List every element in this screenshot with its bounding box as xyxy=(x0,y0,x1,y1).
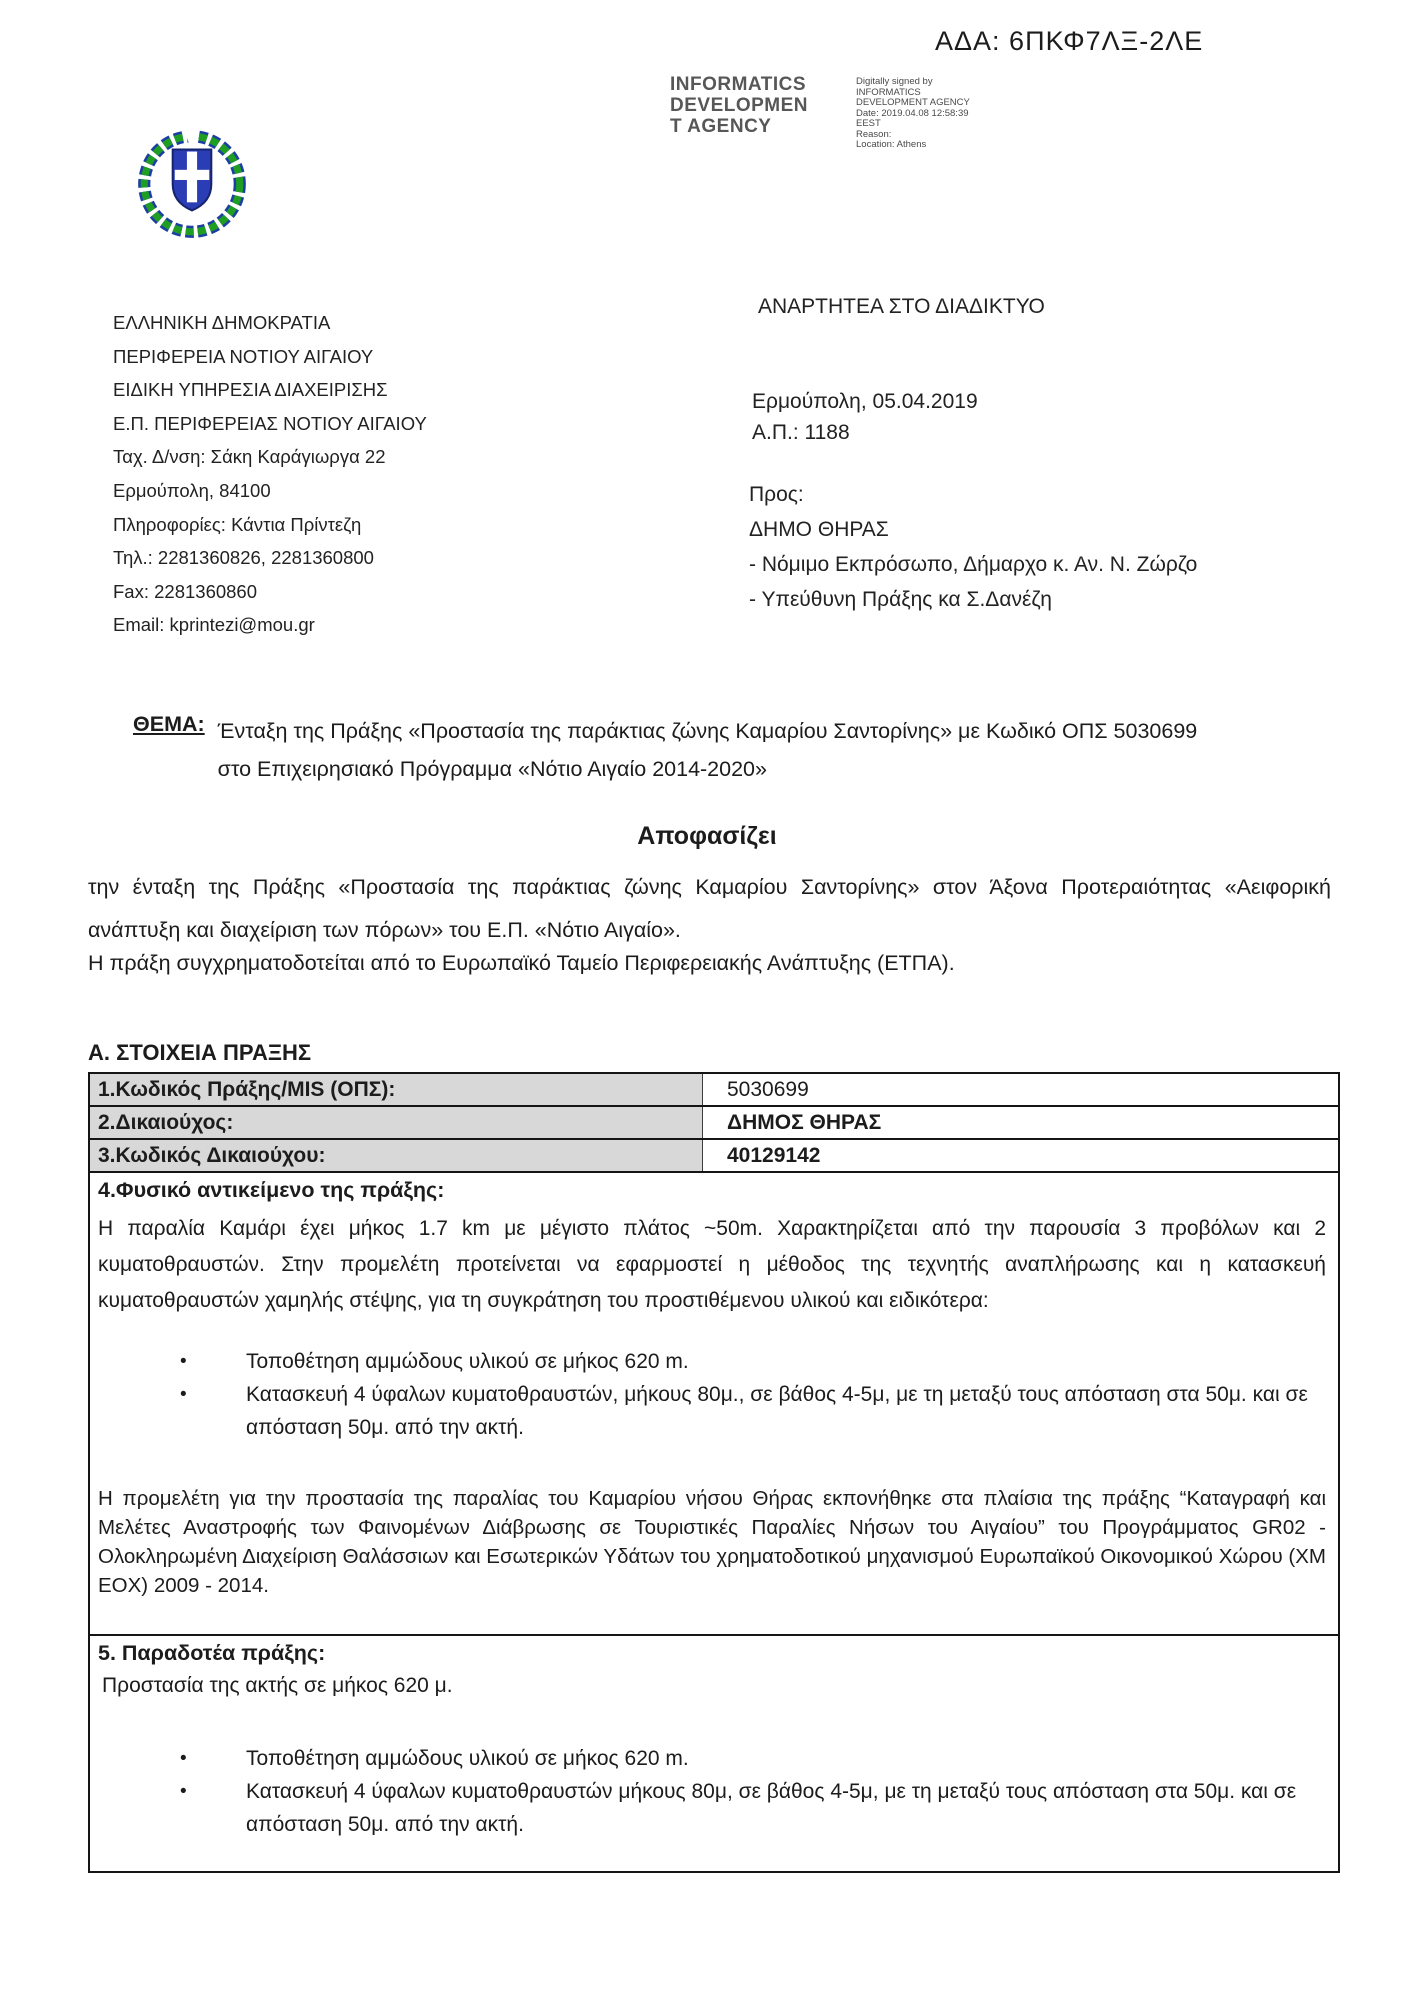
subject-label: ΘΕΜΑ: xyxy=(133,712,205,736)
row-value: 40129142 xyxy=(727,1143,821,1167)
subject-block xyxy=(133,712,1343,788)
decision-paragraph: Η πράξη συγχρηματοδοτείται από το Ευρωπαϊκό Ταμείο Περιφερειακής Ανάπτυξης (ΕΤΠΑ). xyxy=(88,951,955,975)
protocol-number: Α.Π.: 1188 xyxy=(752,421,850,444)
signature-agency-name: INFORMATICS DEVELOPMEN T AGENCY xyxy=(670,74,809,137)
place-and-date: Ερμούπολη, 05.04.2019 xyxy=(752,390,978,413)
sender-line: Τηλ.: 2281360826, 2281360800 xyxy=(113,547,374,569)
recipient-name: ΔΗΜΟ ΘΗΡΑΣ xyxy=(749,518,889,541)
signature-details: Digitally signed by INFORMATICS DEVELOPMENT AGENCY Date: 2019.04.08 12:58:39 EEST Reason: Location: Athens xyxy=(856,76,970,150)
sender-letterhead xyxy=(113,306,427,642)
bullet-icon: • xyxy=(180,1748,187,1769)
bullet-list xyxy=(98,1742,1326,1841)
decision-heading: Αποφασίζει xyxy=(637,822,777,850)
sender-line: Πληροφορίες: Κάντια Πρίντεζη xyxy=(113,513,362,535)
bullet-text: Κατασκευή 4 ύφαλων κυματοθραυστών, μήκους 80μ., σε βάθος 4-5μ, με τη μεταξύ τους απόσταση στα 50μ. και σε απόσταση 50μ. από την ακτή. xyxy=(246,1383,1308,1439)
project-details-table xyxy=(88,1072,1340,1873)
row-heading: 4.Φυσικό αντικείμενο της πράξης: xyxy=(98,1178,445,1202)
to-label: Προς: xyxy=(749,483,804,506)
row-paragraph: Προστασία της ακτής σε μήκος 620 μ. xyxy=(102,1674,453,1697)
subject-text: Ένταξη της Πράξης «Προστασία της παράκτιας ζώνης Καμαρίου Σαντορίνης» με Κωδικό ΟΠΣ 5030699 στο Επιχειρησιακό Πρόγραμμα «Νότιο Αιγαίο 2014-2020» xyxy=(217,719,1198,781)
row-value: 5030699 xyxy=(727,1077,809,1101)
physical-object-row xyxy=(90,1173,1338,1636)
row-heading: 5. Παραδοτέα πράξης: xyxy=(98,1641,326,1665)
publish-note: ΑΝΑΡΤΗΤΕΑ ΣΤΟ ΔΙΑΔΙΚΤΥΟ xyxy=(758,295,1045,318)
bullet-icon: • xyxy=(180,1384,187,1405)
list-item xyxy=(98,1345,1326,1378)
list-item xyxy=(98,1742,1326,1775)
sender-line: ΕΙΔΙΚΗ ΥΠΗΡΕΣΙΑ ΔΙΑΧΕΙΡΙΣΗΣ xyxy=(113,379,388,401)
table-row xyxy=(90,1140,1338,1173)
digital-signature-stamp xyxy=(670,74,970,151)
table-row xyxy=(90,1074,1338,1107)
bullet-text: Τοποθέτηση αμμώδους υλικού σε μήκος 620 m. xyxy=(246,1747,689,1770)
section-a-title: Α. ΣΤΟΙΧΕΙΑ ΠΡΑΞΗΣ xyxy=(88,1040,312,1065)
sender-line: Ταχ. Δ/νση: Σάκη Καράγιωργα 22 xyxy=(113,446,386,468)
greek-coat-of-arms-icon xyxy=(136,117,248,245)
row-label: 3.Κωδικός Δικαιούχου: xyxy=(90,1140,703,1171)
sender-line: ΕΛΛΗΝΙΚΗ ΔΗΜΟΚΡΑΤΙΑ xyxy=(113,312,331,333)
list-item xyxy=(98,1378,1326,1444)
sender-line: Email: kprintezi@mou.gr xyxy=(113,614,315,636)
bullet-icon: • xyxy=(180,1781,187,1802)
row-paragraph: Η προμελέτη για την προστασία της παραλίας του Καμαρίου νήσου Θήρας εκπονήθηκε στα πλαίσια της πράξης “Καταγραφή και Μελέτες Αναστροφής των Φαινομένων Διάβρωσης σε Τουριστικές Παραλίες Νήσων του Αιγαίου” του Προγράμματος GR02 - Ολοκληρωμένη Διαχείριση Θαλάσσιων και Εσωτερικών Υδάτων του χρηματοδοτικού μηχανισμού Ευρωπαϊκού Οικονομικού Χώρου (ΧΜ ΕΟΧ) 2009 - 2014. xyxy=(98,1487,1326,1597)
list-item xyxy=(98,1775,1326,1841)
bullet-text: Τοποθέτηση αμμώδους υλικού σε μήκος 620 m. xyxy=(246,1350,689,1373)
table-row xyxy=(90,1107,1338,1140)
recipient-contact: - Νόμιμο Εκπρόσωπο, Δήμαρχο κ. Αν. Ν. Ζώρζο xyxy=(749,553,1198,576)
deliverables-row xyxy=(90,1636,1338,1871)
recipient-contact: - Υπεύθυνη Πράξης κα Σ.Δανέζη xyxy=(749,588,1052,611)
row-paragraph: Η παραλία Καμάρι έχει μήκος 1.7 km με μέγιστο πλάτος ~50m. Χαρακτηρίζεται από την παρουσία 3 προβόλων και 2 κυματοθραυστών. Στην προμελέτη προτείνεται να εφαρμοστεί η μέθοδος της τεχνητής αναπλήρωσης και η κατασκευή κυματοθραυστών χαμηλής στέψης, για τη συγκράτηση του προστιθέμενου υλικού και ειδικότερα: xyxy=(98,1217,1326,1312)
row-label: 2.Δικαιούχος: xyxy=(90,1107,703,1138)
sender-line: ΠΕΡΙΦΕΡΕΙΑ ΝΟΤΙΟΥ ΑΙΓΑΙΟΥ xyxy=(113,345,374,367)
bullet-text: Κατασκευή 4 ύφαλων κυματοθραυστών μήκους 80μ, σε βάθος 4-5μ, με τη μεταξύ τους απόσταση στα 50μ. και σε απόσταση 50μ. από την ακτή. xyxy=(246,1780,1297,1836)
bullet-icon: • xyxy=(180,1351,187,1372)
row-value: ΔΗΜΟΣ ΘΗΡΑΣ xyxy=(727,1110,882,1134)
decision-paragraph: την ένταξη της Πράξης «Προστασία της παράκτιας ζώνης Καμαρίου Σαντορίνης» στον Άξονα Προτεραιότητας «Αειφορική ανάπτυξη και διαχείριση των πόρων» του Ε.Π. «Νότιο Αιγαίο». xyxy=(88,875,1331,942)
bullet-list xyxy=(98,1345,1326,1444)
row-label: 1.Κωδικός Πράξης/MIS (ΟΠΣ): xyxy=(90,1074,703,1105)
sender-line: Ερμούπολη, 84100 xyxy=(113,479,271,501)
ada-code: ΑΔΑ: 6ΠΚΦ7ΛΞ-2ΛΕ xyxy=(935,26,1204,56)
sender-line: Ε.Π. ΠΕΡΙΦΕΡΕΙΑΣ ΝΟΤΙΟΥ ΑΙΓΑΙΟΥ xyxy=(113,412,427,434)
sender-line: Fax: 2281360860 xyxy=(113,580,258,602)
